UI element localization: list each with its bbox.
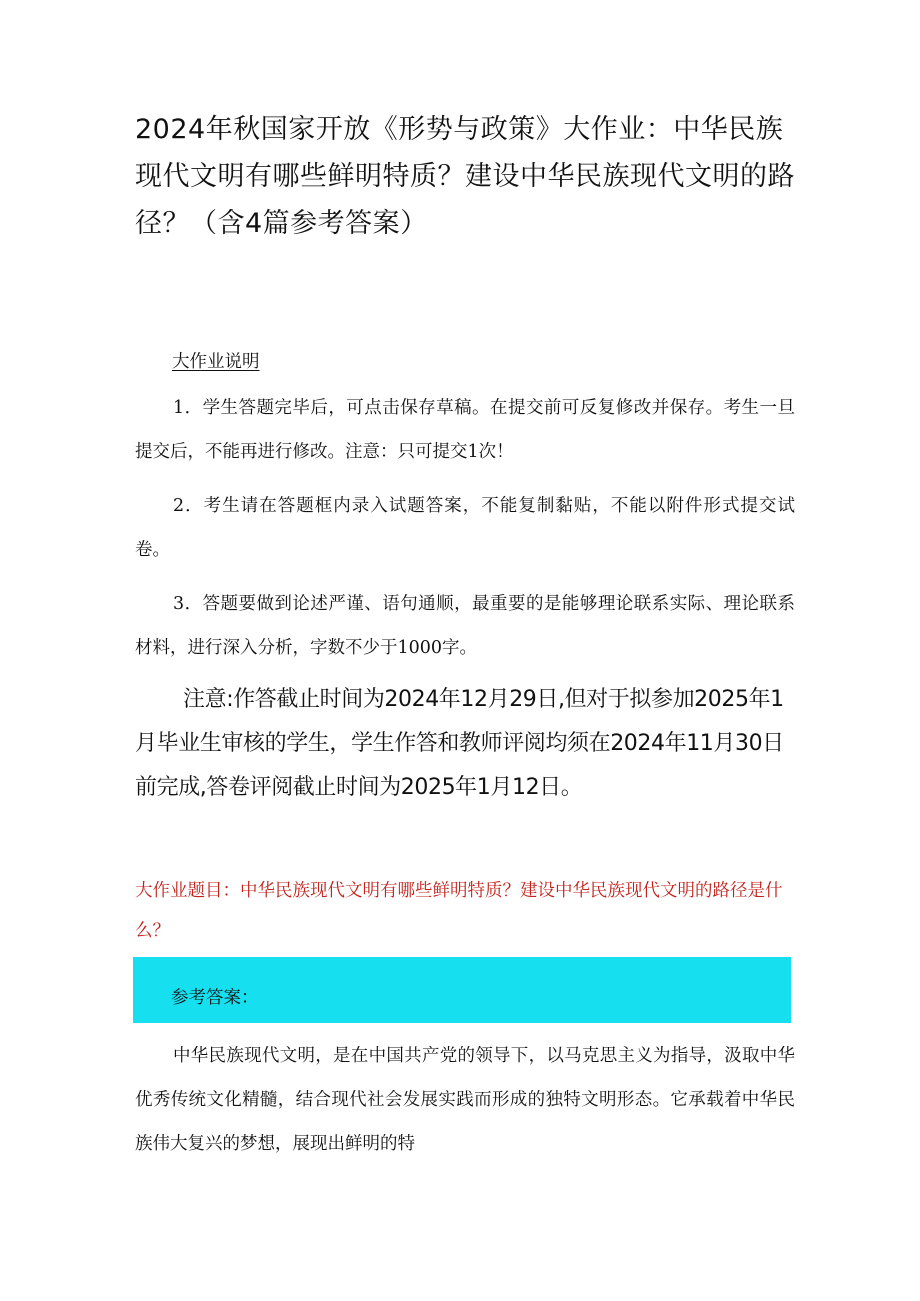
deadline-notice: 注意:作答截止时间为2024年12月29日,但对于拟参加2025年1月毕业生审核的学生，学生作答和教师评阅均须在2024年11月30日前完成,答卷评阅截止时间为2025年1月12日。	[135, 687, 784, 800]
answer-label: 参考答案：	[171, 988, 259, 1008]
document-title: 2024年秋国家开放《形势与政策》大作业：中华民族现代文明有哪些鲜明特质？建设中华民族现代文明的路径？（含4篇参考答案）	[135, 114, 795, 239]
instruction-item-3: 3．答题要做到论述严谨、语句通顺，最重要的是能够理论联系实际、理论联系材料，进行深入分析，字数不少于1000字。	[135, 594, 795, 658]
instruction-item-1: 1．学生答题完毕后，可点击保存草稿。在提交前可反复修改并保存。考生一旦提交后，不能再进行修改。注意：只可提交1次！	[135, 398, 795, 462]
instruction-item-2: 2．考生请在答题框内录入试题答案，不能复制黏贴，不能以附件形式提交试卷。	[135, 496, 795, 560]
instructions-heading: 大作业说明	[172, 352, 260, 372]
answer-body-text: 中华民族现代文明，是在中国共产党的领导下，以马克思主义为指导，汲取中华优秀传统文化精髓，结合现代社会发展实践而形成的独特文明形态。它承载着中华民族伟大复兴的梦想，展现出鲜明的特	[135, 1046, 795, 1154]
assignment-topic: 大作业题目：中华民族现代文明有哪些鲜明特质？建设中华民族现代文明的路径是什么？	[135, 881, 783, 941]
answer-label-highlight	[133, 957, 791, 1023]
